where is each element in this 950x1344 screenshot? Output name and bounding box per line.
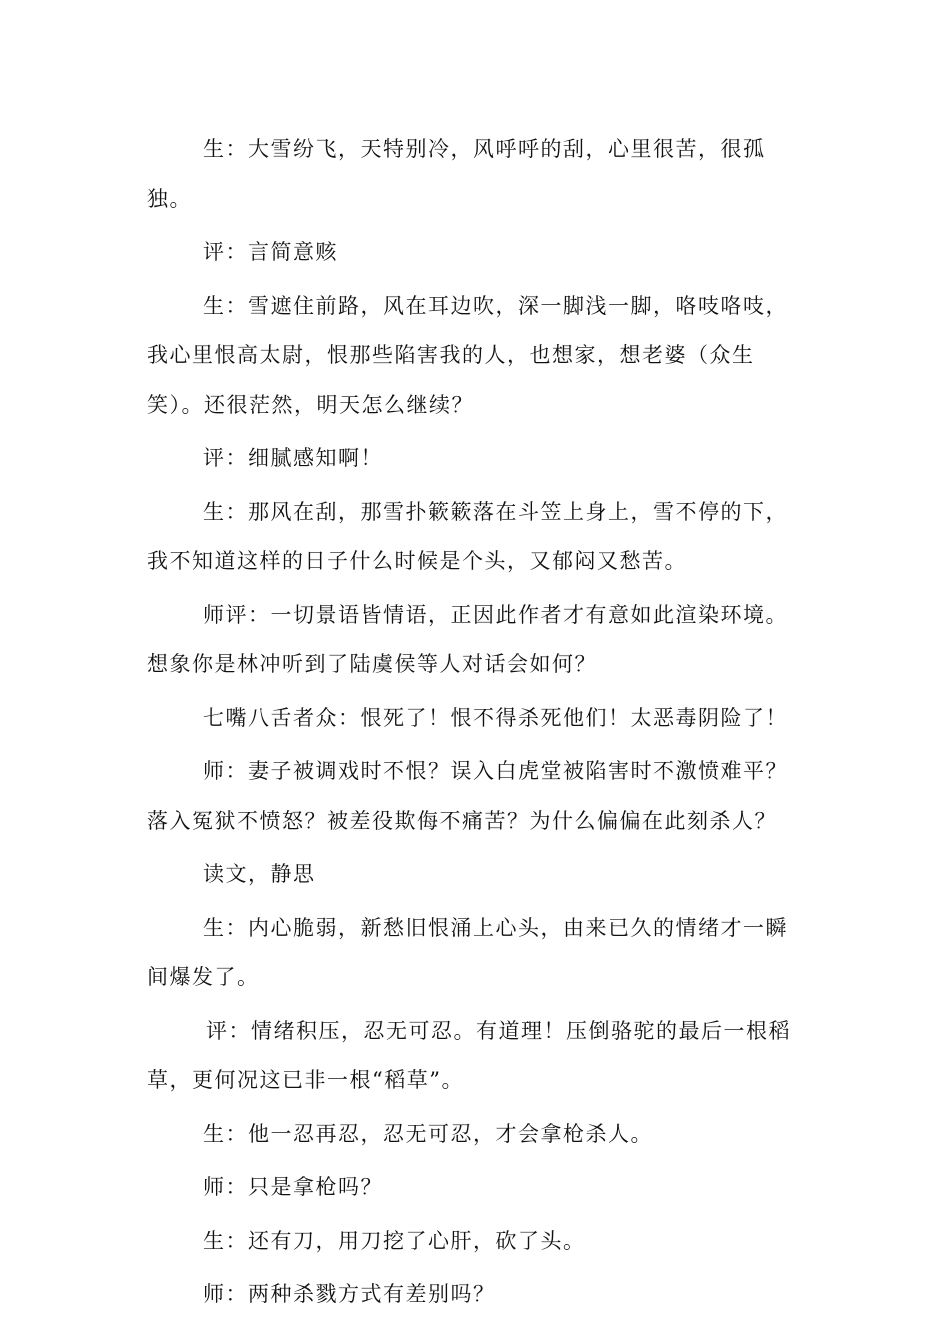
paragraph-student-4: 生：内心脆弱，新愁旧恨涌上心头，由来已久的情绪才一瞬间爆发了。 — [147, 915, 788, 989]
paragraph-student-3: 生：那风在刮，那雪扑簌簌落在斗笠上身上，雪不停的下，我不知道这样的日子什么时候是个头，又郁闷又愁苦。 — [147, 499, 788, 573]
paragraph-teacher-question-3: 师：两种杀戮方式有差别吗？ — [203, 1282, 496, 1306]
paragraph-student-2: 生：雪遮住前路，风在耳边吹，深一脚浅一脚，咯吱咯吱，我心里恨高太尉，恨那些陷害我的人，也想家，想老婆（众生笑）。还很茫然，明天怎么继续？ — [147, 293, 788, 417]
paragraph-comment-1: 评：言简意赅 — [203, 240, 338, 264]
paragraph-instruction: 读文，静思 — [203, 862, 316, 886]
paragraph-class-response: 七嘴八舌者众：恨死了！恨不得杀死他们！太恶毒阴险了！ — [203, 705, 788, 730]
paragraph-teacher-comment-1: 师评：一切景语皆情语，正因此作者才有意如此渲染环境。想象你是林冲听到了陆虞侯等人对话会如何？ — [147, 602, 788, 676]
paragraph-teacher-question-1: 师：妻子被调戏时不恨？误入白虎堂被陷害时不激愤难平？落入冤狱不愤怒？被差役欺侮不痛苦？为什么偏偏在此刻杀人？ — [147, 759, 788, 833]
paragraph-student-6: 生：还有刀，用刀挖了心肝，砍了头。 — [203, 1228, 586, 1253]
paragraph-teacher-question-2: 师：只是拿枪吗？ — [203, 1175, 383, 1199]
paragraph-comment-3: 评：情绪积压，忍无可忍。有道理！压倒骆驼的最后一根稻草，更何况这已非一根“稻草”。 — [147, 1018, 791, 1092]
paragraph-student-1: 生：大雪纷飞，天特别冷，风呼呼的刮，心里很苦，很孤独。 — [147, 137, 766, 211]
paragraph-student-5: 生：他一忍再忍，忍无可忍，才会拿枪杀人。 — [203, 1121, 653, 1146]
paragraph-comment-2: 评：细腻感知啊！ — [203, 446, 383, 470]
document-body — [147, 125, 807, 1324]
